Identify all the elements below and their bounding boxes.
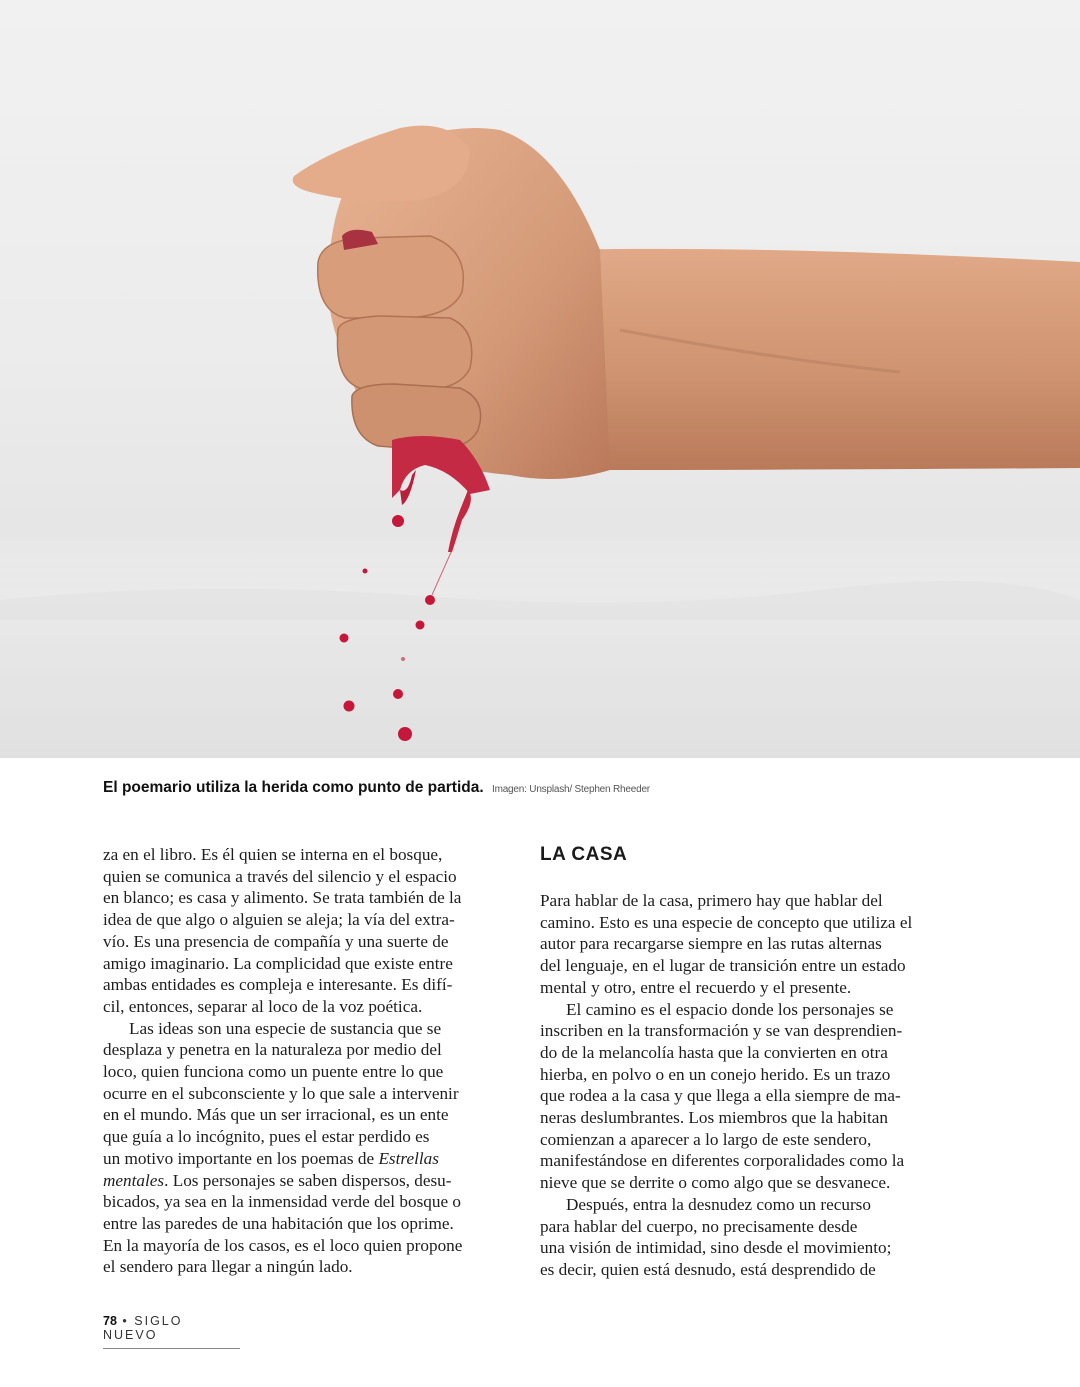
article-column-left <box>103 844 495 1278</box>
text-line: bicados, ya sea en la inmensidad verde del bosque o <box>103 1192 461 1212</box>
text-line: una visión de intimidad, sino desde el movimiento; <box>540 1238 892 1258</box>
text-line: Para hablar de la casa, primero hay que hablar del <box>540 891 883 910</box>
folio-separator: • <box>122 1314 129 1328</box>
text-line: autor para recargarse siempre en las rutas alternas <box>540 934 882 954</box>
magazine-name: SIGLO NUEVO <box>103 1314 183 1342</box>
paragraph <box>540 1194 932 1281</box>
text-line: es decir, quien está desnudo, está desprendido de <box>540 1259 876 1279</box>
text-line: desplaza y penetra en la naturaleza por medio del <box>103 1040 442 1060</box>
text-line: inscriben en la transformación y se van desprendien- <box>540 1021 903 1041</box>
text-line: amigo imaginario. La complicidad que existe entre <box>103 953 453 973</box>
photo-caption <box>103 779 1003 797</box>
paragraph <box>540 890 932 999</box>
text-fragment: . Los personajes se saben dispersos, desu- <box>164 1170 452 1190</box>
text-line: do de la melancolía hasta que la convierten en otra <box>540 1042 888 1062</box>
caption-credit: Imagen: Unsplash/ Stephen Rheeder <box>491 784 650 795</box>
text-line: ocurre en el subconsciente y lo que sale a intervenir <box>103 1083 459 1103</box>
text-line <box>103 1170 495 1192</box>
text-line: cil, entonces, separar al loco de la voz poética. <box>103 996 423 1016</box>
text-line: manifestándose en diferentes corporalidades como la <box>540 1151 905 1171</box>
text-line: comienzan a aparecer a lo largo de este sendero, <box>540 1129 872 1149</box>
page-number: 78 <box>103 1314 117 1328</box>
text-line: Después, entra la desnudez como un recurso <box>566 1194 871 1214</box>
text-line: entre las paredes de una habitación que los oprime. <box>103 1213 454 1233</box>
text-line: Las ideas son una especie de sustancia que se <box>129 1018 442 1038</box>
paragraph <box>103 1018 495 1278</box>
text-line: camino. Esto es una especie de concepto que utiliza el <box>540 912 913 932</box>
book-title: Estrellas <box>378 1148 439 1168</box>
text-line: del lenguaje, en el lugar de transición entre un estado <box>540 956 906 976</box>
text-line: el sendero para llegar a ningún lado. <box>103 1257 353 1277</box>
article-column-right <box>540 844 932 1281</box>
caption-title: El poemario utiliza la herida como punto de partida. <box>103 779 484 796</box>
text-line: vío. Es una presencia de compañía y una suerte de <box>103 931 449 951</box>
text-line: mental y otro, entre el recuerdo y el presente. <box>540 977 852 997</box>
paragraph <box>103 844 495 1018</box>
text-line: En la mayoría de los casos, es el loco quien propone <box>103 1235 463 1255</box>
text-line: El camino es el espacio donde los personajes se <box>566 999 894 1019</box>
page-folio <box>103 1314 240 1349</box>
text-line <box>103 1148 495 1170</box>
section-heading: LA CASA <box>540 844 628 865</box>
text-line: nieve que se derrite o como algo que se desvanece. <box>540 1173 891 1193</box>
text-line: para hablar del cuerpo, no precisamente desde <box>540 1216 858 1236</box>
book-title: mentales <box>103 1170 165 1190</box>
text-line: en el mundo. Más que un ser irracional, es un ente <box>103 1105 449 1125</box>
text-line: que guía a lo incógnito, pues el estar perdido es <box>103 1127 430 1147</box>
text-line: idea de que algo o alguien se aleja; la vía del extra- <box>103 910 455 930</box>
text-line: quien se comunica a través del silencio y el espacio <box>103 866 457 886</box>
text-line: za en el libro. Es él quien se interna en el bosque, <box>103 845 443 864</box>
text-line: neras deslumbrantes. Los miembros que la habitan <box>540 1108 888 1128</box>
text-line: hierba, en polvo o en un conejo herido. Es un trazo <box>540 1064 891 1084</box>
text-line: que rodea a la casa y que llega a ella siempre de ma- <box>540 1086 901 1106</box>
text-line: en blanco; es casa y alimento. Se trata también de la <box>103 888 462 908</box>
text-fragment: un motivo importante en los poemas de <box>103 1148 379 1168</box>
text-line: ambas entidades es compleja e interesante. Es difí- <box>103 975 453 995</box>
paragraph <box>540 999 932 1194</box>
text-line: loco, quien funciona como un puente entre lo que <box>103 1062 444 1082</box>
